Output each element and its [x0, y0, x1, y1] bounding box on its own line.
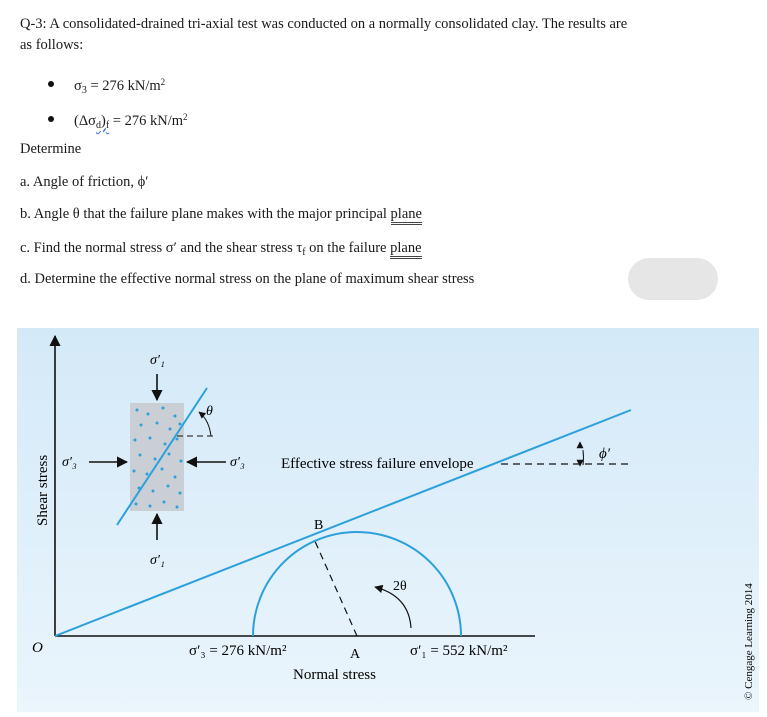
question-line-2: as follows: — [20, 37, 84, 53]
sigma3-left-label: σ′₃ — [62, 455, 77, 470]
bullet-icon — [48, 116, 54, 122]
envelope-label: Effective stress failure envelope — [281, 456, 474, 472]
two-theta-label: 2θ — [393, 579, 407, 594]
part-c: c. Find the normal stress σ′ and the shear stress $\tau_f$ on the failure plane — [20, 240, 422, 258]
mohr-circle-figure — [17, 328, 759, 712]
bullet-icon — [48, 81, 54, 87]
copyright-label: © Cengage Learning 2014 — [743, 583, 755, 700]
y-axis-label: Shear stress — [35, 454, 51, 526]
sigma3-right-label: σ′₃ — [230, 455, 245, 470]
sigma1-bottom-label: σ′₁ — [150, 553, 165, 568]
part-d: d. Determine the effective normal stress on the plane of maximum shear stress — [20, 271, 475, 287]
theta-label: θ — [206, 404, 213, 419]
point-a-label: A — [350, 647, 361, 662]
origin-label: O — [32, 640, 43, 656]
part-a: a. Angle of friction, ϕ′ — [20, 174, 149, 190]
point-b-label: B — [314, 518, 324, 533]
sigma3-value-label: σ′₃ = 276 kN/m² — [189, 643, 287, 659]
question-line-1: Q-3: A consolidated-drained tri-axial test was conducted on a normally consolidated clay. The results are — [20, 16, 628, 32]
redaction-smudge — [628, 258, 718, 300]
figure-background — [17, 328, 759, 712]
part-b: b. Angle θ that the failure plane makes with the major principal plane — [20, 205, 422, 223]
sigma1-value-label: σ′₁ = 552 kN/m² — [410, 643, 508, 659]
phi-label: ϕ′ — [599, 446, 611, 462]
determine-heading: Determine — [20, 141, 82, 157]
given-deviator: $(\Delta\sigma_d)_f = 276$ $kN/m^2$ — [74, 112, 188, 131]
sigma1-top-label: σ′₁ — [150, 353, 165, 368]
x-axis-label: Normal stress — [293, 667, 376, 683]
given-sigma3: $\sigma_3 = 276$ $kN/m^2$ — [74, 77, 166, 96]
